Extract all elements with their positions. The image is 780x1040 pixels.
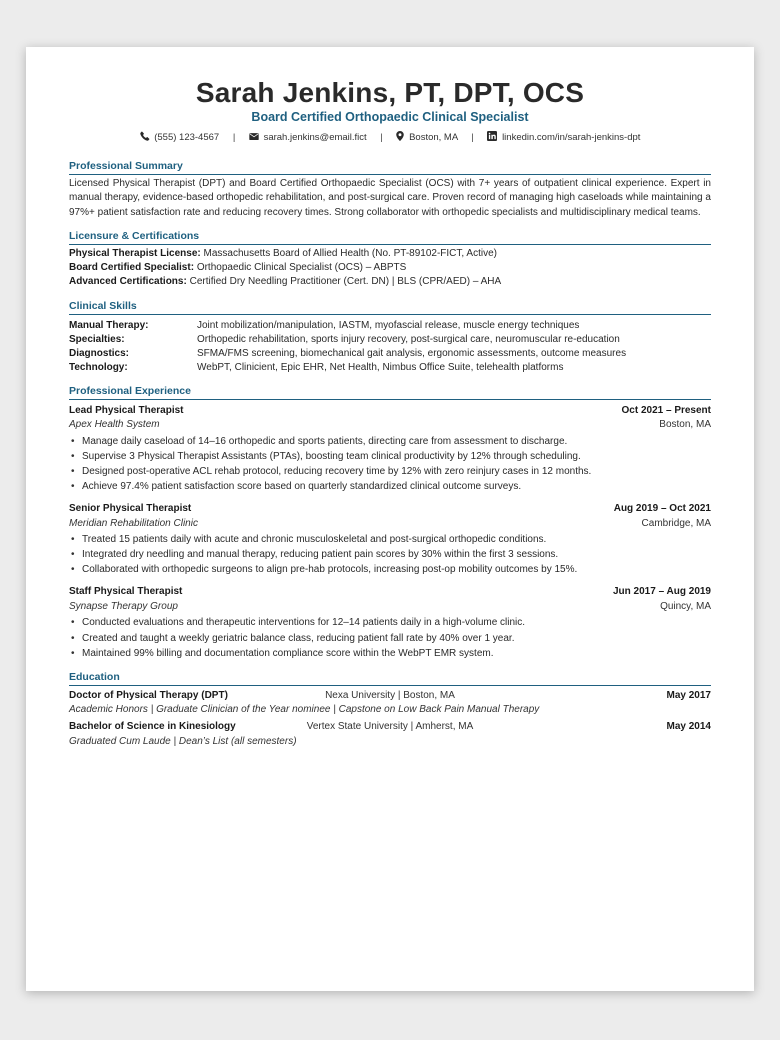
skill-row [69, 319, 711, 333]
contact-line [69, 131, 711, 145]
job-dates: Aug 2019 – Oct 2021 [613, 503, 711, 515]
skill-value: WebPT, Clinicient, Epic EHR, Net Health, Nimbus Office Suite, telehealth platforms [197, 361, 564, 373]
experience-section [69, 385, 711, 661]
job-entry [69, 585, 711, 660]
candidate-name: Sarah Jenkins, PT, DPT, OCS [195, 77, 585, 108]
candidate-subtitle: Board Certified Orthopaedic Clinical Specialist [251, 110, 529, 124]
school-name: Vertex State University | Amherst, MA [306, 721, 474, 733]
skill-row [69, 333, 711, 347]
job-bullet: • Collaborated with orthopedic surgeons to align pre-hab protocols, increasing post-op mobility outcomes by 15%. [69, 562, 711, 577]
job-bullet: • Supervise 3 Physical Therapist Assistants (PTAs), boosting team clinical productivity by 12% through scheduling. [69, 449, 711, 464]
email-link[interactable]: sarah.jenkins@email.fict [263, 132, 367, 143]
skill-label: Specialties: [69, 333, 125, 345]
section-title-experience: Professional Experience [69, 385, 711, 400]
section-title-summary: Professional Summary [69, 160, 711, 175]
licensure-item [69, 275, 711, 289]
job-bullet: • Treated 15 patients daily with acute and chronic musculoskeletal and post-surgical orthopedic conditions. [69, 532, 711, 547]
job-bullet: • Maintained 99% billing and documentation compliance score within the WebPT EMR system. [69, 646, 711, 661]
job-location: Quincy, MA [660, 600, 711, 612]
job-location: Cambridge, MA [641, 517, 711, 529]
graduation-date: May 2014 [666, 721, 711, 733]
contact-separator: | [232, 132, 236, 143]
graduation-date: May 2017 [666, 689, 711, 701]
licensure-label: Physical Therapist License: [69, 247, 201, 259]
job-bullet: • Manage daily caseload of 14–16 orthopedic and sports patients, directing care from assessment to discharge. [69, 434, 711, 449]
job-dates: Oct 2021 – Present [621, 404, 711, 416]
job-location: Boston, MA [659, 419, 711, 431]
skill-value: SFMA/FMS screening, biomechanical gait analysis, ergonomic assessments, outcome measures [197, 347, 627, 359]
skill-value: Joint mobilization/manipulation, IASTM, myofascial release, muscle energy techniques [197, 319, 580, 331]
phone-icon [140, 132, 152, 143]
licensure-section [69, 230, 711, 290]
licensure-label: Advanced Certifications: [69, 276, 187, 288]
section-title-education: Education [69, 671, 711, 686]
linkedin-link[interactable]: linkedin.com/in/sarah-jenkins-dpt [502, 132, 641, 143]
skill-label: Diagnostics: [69, 347, 130, 359]
job-bullet: • Integrated dry needling and manual therapy, reducing patient pain scores by 30% within the first 3 sessions. [69, 547, 711, 562]
skill-label: Manual Therapy: [69, 319, 149, 331]
licensure-item [69, 261, 711, 275]
education-entry [69, 689, 711, 718]
email-icon [249, 132, 261, 143]
degree-name: Bachelor of Science in Kinesiology [69, 721, 236, 733]
licensure-item [69, 247, 711, 261]
licensure-value: Orthopaedic Clinical Specialist (OCS) – ABPTS [196, 262, 407, 274]
location-icon [396, 132, 406, 143]
school-name: Nexa University | Boston, MA [325, 689, 455, 701]
job-entry [69, 404, 711, 494]
education-section [69, 671, 711, 749]
job-entry [69, 502, 711, 577]
job-bullet: • Created and taught a weekly geriatric balance class, reducing patient fall rate by 40% over 1 year. [69, 631, 711, 646]
education-note: Academic Honors | Graduate Clinician of the Year nominee | Capstone on Low Back Pain Manual Therapy [69, 704, 540, 716]
education-entry [69, 720, 711, 749]
job-org: Meridian Rehabilitation Clinic [69, 517, 198, 529]
skill-label: Technology: [69, 361, 128, 373]
resume-content [69, 77, 711, 749]
job-bullet: • Achieve 97.4% patient satisfaction score based on quarterly standardized clinical outcome surveys. [69, 479, 711, 494]
contact-separator: | [471, 132, 474, 143]
job-org: Synapse Therapy Group [69, 600, 178, 612]
job-bullet: • Conducted evaluations and therapeutic interventions for 12–14 patients daily in a high-volume clinic. [69, 615, 711, 630]
section-title-licensure: Licensure & Certifications [69, 230, 711, 245]
contact-separator: | [380, 132, 383, 143]
linkedin-icon [487, 132, 499, 143]
summary-text: Licensed Physical Therapist (DPT) and Board Certified Orthopaedic Specialist (OCS) with 7+ years of outpatient clinical experience. Expert in manual therapy, evidence-based orthopedic rehabilitation, and post-surgical care. Proven record of managing high caseloads while maintaining a 97%+ patient satisfaction rate and reducing recovery times. Strong collaborator with orthopedic specialists and multidisciplinary medical teams. [69, 178, 711, 218]
licensure-value: Certified Dry Needling Practitioner (Cert. DN) | BLS (CPR/AED) – AHA [189, 276, 502, 288]
summary-section [69, 160, 711, 220]
job-bullets [69, 532, 711, 577]
job-bullets [69, 434, 711, 494]
job-title: Senior Physical Therapist [69, 503, 192, 515]
phone-text: (555) 123-4567 [154, 132, 220, 143]
degree-name: Doctor of Physical Therapy (DPT) [69, 689, 228, 701]
job-title: Staff Physical Therapist [69, 586, 183, 598]
job-dates: Jun 2017 – Aug 2019 [612, 586, 711, 598]
education-note: Graduated Cum Laude | Dean’s List (all semesters) [69, 735, 297, 747]
job-bullet: • Designed post-operative ACL rehab protocol, reducing recovery time by 12% with zero reinjury cases in 12 months. [69, 464, 711, 479]
licensure-label: Board Certified Specialist: [69, 262, 195, 274]
job-title: Lead Physical Therapist [69, 404, 184, 416]
job-bullets [69, 615, 711, 660]
section-title-skills: Clinical Skills [69, 300, 711, 315]
job-org: Apex Health System [69, 419, 160, 431]
skill-row [69, 347, 711, 361]
skills-section [69, 300, 711, 375]
licensure-value: Massachusetts Board of Allied Health (No. PT-89102-FICT, Active) [203, 247, 497, 259]
resume-page [26, 47, 754, 991]
skill-row [69, 361, 711, 375]
skill-value: Orthopedic rehabilitation, sports injury recovery, post-surgical care, neuromuscular re-education [197, 333, 620, 345]
location-text: Boston, MA [409, 132, 458, 143]
